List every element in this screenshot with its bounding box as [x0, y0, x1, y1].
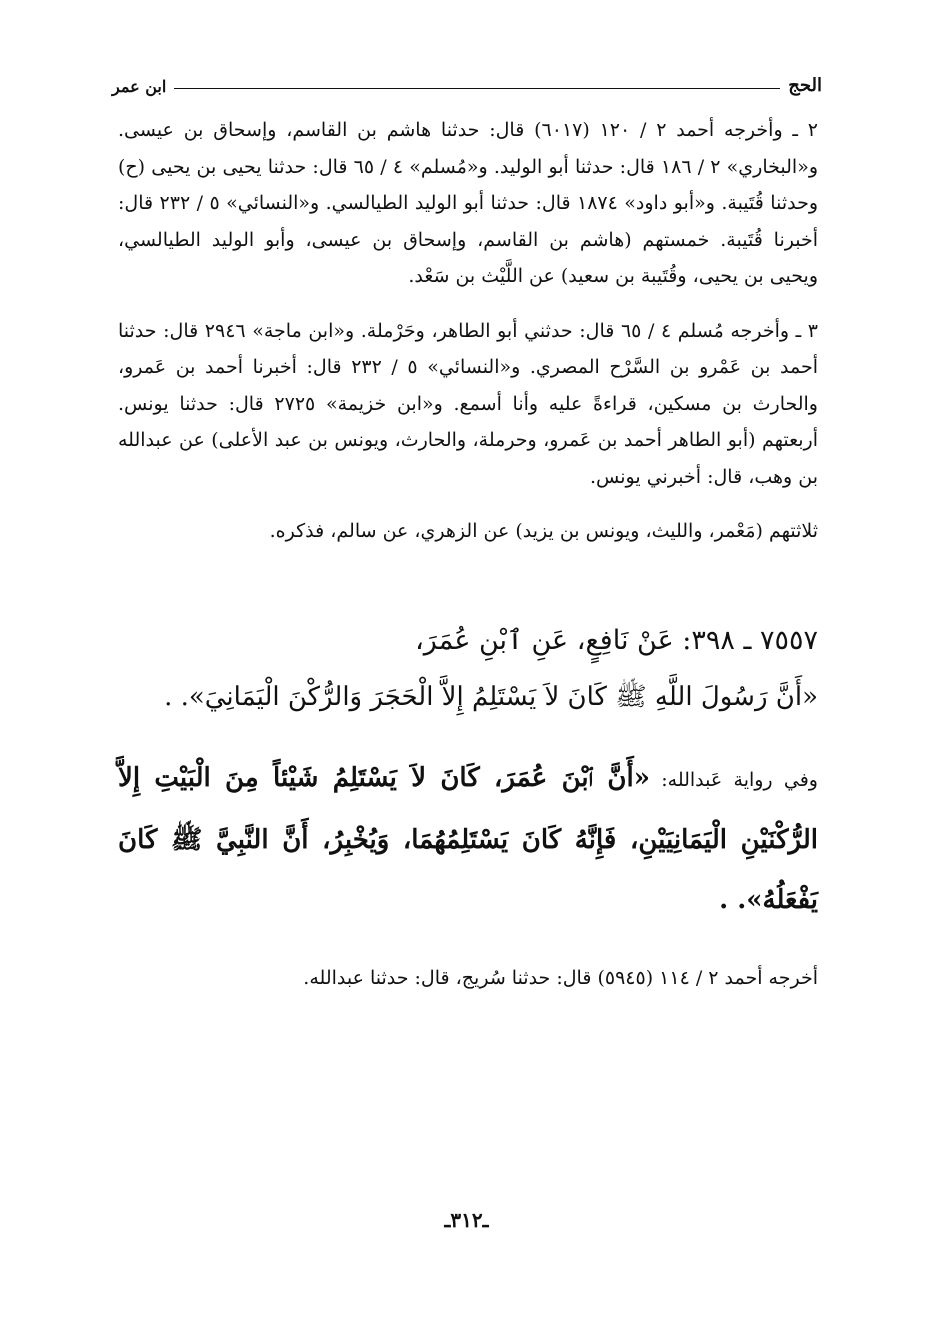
hadith-variant-narration — [118, 748, 818, 930]
page-content — [118, 112, 818, 996]
takhrij-summary-paragraph: ثلاثتهم (مَعْمر، والليث، ويونس بن يزيد) عن الزهري، عن سالم، فذكره. — [269, 520, 818, 542]
takhrij-paragraph-3: ٣ ـ وأخرجه مُسلم ٤ / ٦٥ قال: حدثني أبو الطاهر، وحَرْملة. و«ابن ماجة» ٢٩٤٦ قال: حدثنا أحمد بن عَمْرو بن السَّرْح المصري. و«النسائي» ٥ / ٢٣٢ قال: أخبرنا أحمد بن عَمرو، والحارث بن مسكين، قراءةً عليه وأنا أسمع. و«ابن خزيمة» ٢٧٢٥ قال: حدثنا يونس. أربعتهم (أبو الطاهر أحمد بن عَمرو، وحرملة، والحارث، ويونس بن عبد الأعلى) عن عبدالله بن وهب، قال: أخبرني يونس. — [118, 319, 819, 488]
header-chapter-title: الحج — [788, 75, 822, 96]
variant-intro: وفي رواية عَبدالله: — [649, 768, 818, 791]
hadith-takhrij: أخرجه أحمد ٢ / ١١٤ (٥٩٤٥) قال: حدثنا سُريج، قال: حدثنا عبدالله. — [303, 966, 818, 989]
hadith-heading: ٧٥٥٧ ـ ٣٩٨: عَنْ نَافِعٍ، عَنِ ٱبْنِ عُمَرَ، — [415, 624, 818, 656]
running-header — [112, 70, 822, 96]
header-rule — [174, 88, 780, 89]
page-number: ـ٣١٢ـ — [444, 1208, 489, 1232]
header-narrator-title: ابن عمر — [112, 77, 167, 96]
takhrij-paragraph-2: ٢ ـ وأخرجه أحمد ٢ / ١٢٠ (٦٠١٧) قال: حدثنا هاشم بن القاسم، وإسحاق بن عيسى. و«البخاري» ٢ / ١٨٦ قال: حدثنا أبو الوليد. و«مُسلم» ٤ / ٦٥ قال: حدثنا يحيى بن يحيى (ح) وحدثنا قُتَيبة. و«أبو داود» ١٨٧٤ قال: حدثنا أبو الوليد الطيالسي. و«النسائي» ٥ / ٢٣٢ قال: أخبرنا قُتَيبة. خمستهم (هاشم بن القاسم، وإسحاق بن عيسى، وأبو الوليد الطيالسي، ويحيى بن يحيى، وقُتَيبة بن سعيد) عن اللَّيْث بن سَعْد. — [118, 119, 819, 287]
hadith-text: «أَنَّ رَسُولَ اللَّهِ ﷺ كَانَ لاَ يَسْتَلِمُ إِلاَّ الْحَجَرَ وَالرُّكْنَ الْيَمَانِيَ». . — [164, 681, 818, 712]
variant-quote: «أَنَّ ٱبْنَ عُمَرَ، كَانَ لاَ يَسْتَلِمُ شَيْئاً مِنَ الْبَيْتِ إِلاَّ الرُّكْنَيْنِ الْيَمَانِيَيْنِ، فَإِنَّهُ كَانَ يَسْتَلِمُهُمَا، وَيُخْبِرُ، أَنَّ النَّبِيَّ ﷺ كَانَ يَفْعَلُهُ». . — [118, 762, 818, 915]
